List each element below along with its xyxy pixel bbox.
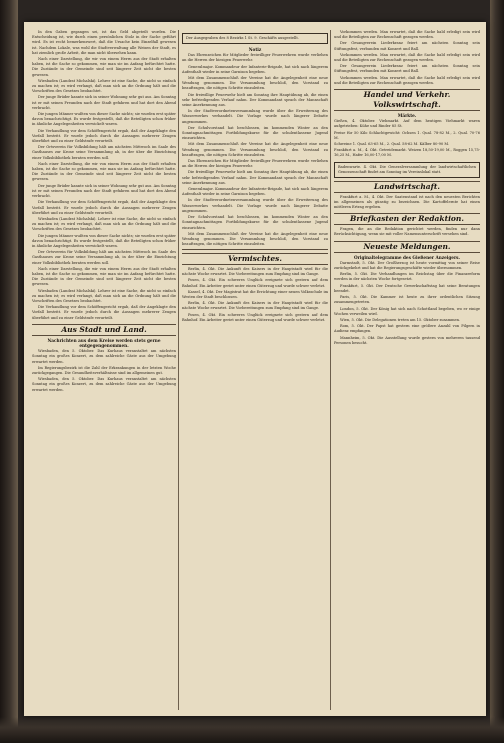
col2-bottom-paragraph: Berlin, 4. Okt. Die Ankunft des Kaisers in der Hauptstadt wird für die nächste Woche erwartet. Die Vorbereitungen zum Empfang sind im Gange. [182,266,328,277]
cooperative-notice-text: Badenwarte. 4. Okt. Die Generalversammlung der landwirtschaftlichen Genossenschaft findet am Sonntag im Vereinslokal statt. [338,164,476,174]
col2-paragraph: Das Ehrenzeichen für Mitglieder freiwilliger Feuerwehren wurde verliehen an die Herren der hiesigen Feuerwehr. [182,53,328,63]
col1-paragraph: Der junge Brüder kannte sich in seiner Wohnung sehr gut aus. Am Sonntag ist er mit seinen Freunden nach der Stadt gefahren und hat dort den Abend verbracht. [32,183,176,199]
col3-top-paragraph: Vorkommen werden. Man erwartet, daß die Sache bald erledigt sein wird und die Beteiligten zur Rechenschaft gezogen werden. [334,75,480,85]
divider [182,249,328,250]
col1-paragraph: Der junge Brüder kannte sich in seiner Wohnung sehr gut aus. Am Sonntag ist er mit seinen Freunden nach der Stadt gefahren und hat dort den Abend verbracht. [32,95,176,110]
market-line: Preise für 50 Kilo Schlachtgewicht: Ochsen 1. Qual. 78-82 M., 2. Qual. 70-76 M. [334,130,480,140]
col2-paragraph: Das Ehrenzeichen für Mitglieder freiwilliger Feuerwehren wurde verliehen an die Herren der hiesigen Feuerwehr. [182,159,328,169]
col1-paragraph: Die Verhandlung vor dem Schöffengericht ergab, daß der Angeklagte den Vorfall bestritt. Er wurde jedoch durch die Aussagen mehrerer Zeugen überführt und zu einer Geldstrafe verurteilt. [32,305,176,320]
col2-bottom-paragraph: Kassel, 4. Okt. Der Magistrat hat die Errichtung einer neuen Volksschule im Westen der Stadt beschlossen. [182,289,328,299]
newspaper-page [24,22,486,716]
news-paragraph: Rom, 5. Okt. Der Papst hat gestern eine größere Anzahl von Pilgern in Audienz empfangen. [334,324,480,334]
scan-edge-bottom [0,717,504,743]
col1-paragraph: Der Ortsverein für Volksbildung hält am nächsten Mittwoch im Saale des Gasthauses zur Krone seine Versammlung ab, in der über die Einrichtung einer Volksbibliothek beraten werden soll. [32,145,176,160]
col1-bottom-paragraph: Im Regierungsbezirk ist die Zahl der Erkrankungen in der letzten Woche zurückgegangen. Die Gesundheitsverhältnisse sind im allgemeinen gut. [32,365,176,375]
col1-top-text: In den Gaben gegangen sei, ist das Geld abgeteilt worden. Die Entscheidung ist, wie durch einen persönlichen Stolz in der Sache geführt wird. Es ist recht bemerkenswert, daß die Ursache kein Einzelfall gewesen ist. Nachdem Lokale, was wohl die Stadtverwaltung alle Weisen der Stadt, es hat ziemlich große Arbeit, die man nicht übersehen kann. [32,30,176,55]
col1-paragraph: Wiesbaden (Landrat Michalski). Lehrer ist eine Sache, die nicht so einfach zu machen ist; es wird verlangt, daß man sich an die Ordnung hält und die Vorschriften des Gesetzes beobachtet. [32,288,176,303]
col2-bottom-paragraph: Posen, 4. Okt. Ein schweres Unglück ereignete sich gestern auf dem Bahnhof. Ein Arbeiter geriet unter einen Güterzug und wurde schwer verletzt. [182,278,328,288]
cooperative-notice-box [334,162,480,178]
section-subhead: Nachrichten aus dem Kreise werden stets gerne entgegengenommen. [47,337,161,348]
col1-paragraph: Nach einer Darstellung, die wir von einem Herrn aus der Stadt erhalten haben, ist die Sache so gekommen, wie man sie im Anfang befürchtet hatte. Die Zustände in der Gemeinde sind seit längerer Zeit nicht die besten gewesen. [32,57,176,77]
col1-paragraph: Die jungen Männer wußten von dieser Sache nichts; sie wurden erst später davon benachrichtigt. Es wurde festgestellt, daß die Beteiligten schon früher in ähnliche Angelegenheiten verwickelt waren. [32,112,176,127]
col1-paragraph: Die Verhandlung vor dem Schöffengericht ergab, daß der Angeklagte den Vorfall bestritt. Er wurde jedoch durch die Aussagen mehrerer Zeugen überführt und zu einer Geldstrafe verurteilt. [32,200,176,215]
section-heading-landwirtschaft: Landwirtschaft. [334,181,480,193]
section-heading-notiz: Notiz [248,47,262,52]
column-2 [182,30,328,710]
col2-paragraph: Der Schulvorstand hat beschlossen, im kommenden Winter an den Sonntagnachmittagen Fortbildungskurse für die schulentlassene Jugend einzurichten. [182,125,328,141]
news-paragraph: London, 5. Okt. Der König hat sich nach Schottland begeben, wo er einige Wochen verweilen wird. [334,306,480,316]
col2-paragraph: Generalmajor. Kommandeur der Infanterie-Brigade, hat sich nach längerem Aufenthalt wieder in seine Garnison begeben. [182,187,328,197]
col1-paragraph: Wiesbaden (Landrat Michalski). Lehrer ist eine Sache, die nicht so einfach zu machen ist; es wird verlangt, daß man sich an die Ordnung hält und die Vorschriften des Gesetzes beobachtet. [32,216,176,232]
news-paragraph: Darmstadt, 5. Okt. Der Großherzog ist heute vormittag von seiner Reise zurückgekehrt und hat die Regierungsgeschäfte wieder übernommen. [334,260,480,271]
market-title: Märkte. [397,113,417,119]
col1-paragraph: Nach einer Darstellung, die wir von einem Herrn aus der Stadt erhalten haben, ist die Sache so gekommen, wie man sie im Anfang befürchtet hatte. Die Zustände in der Gemeinde sind seit längerer Zeit nicht die besten gewesen. [32,161,176,182]
news-paragraph: Mannheim, 5. Okt. Die Ausstellung wurde gestern von mehreren tausend Personen besucht. [334,335,480,345]
agri-paragraph: Frankfurt a. M., 4. Okt. Der Saatenstand ist nach den neuesten Berichten im allgemeinen als günstig zu bezeichnen. Die Kartoffelernte hat einen mittleren Ertrag ergeben. [334,194,480,210]
column-3 [334,30,480,710]
section-heading-handel-und-verkehr: Handel und Verkehr. Volkswirtschaft. [334,89,480,111]
col2-bottom-paragraph: Posen, 4. Okt. Ein schweres Unglück ereignete sich gestern auf dem Bahnhof. Ein Arbeiter geriet unter einen Güterzug und wurde schwer verletzt. [182,312,328,322]
col1-paragraph: Die Verhandlung vor dem Schöffengericht ergab, daß der Angeklagte den Vorfall bestritt. Er wurde jedoch durch die Aussagen mehrerer Zeugen überführt und zu einer Geldstrafe verurteilt. [32,128,176,144]
scan-edge-left [0,0,18,743]
col2-paragraph: Der Schulvorstand hat beschlossen, im kommenden Winter an den Sonntagnachmittagen Fortbildungskurse für die schulentlassene Jugend einzurichten. [182,215,328,230]
news-subhead: Originaltelegramme des Gießener Anzeigers. [354,254,460,260]
news-paragraph: Berlin, 5. Okt. Die Verhandlungen im Reichstag über die Finanzreform werden in der nächsten Woche fortgesetzt. [334,272,480,282]
scan-edge-right [490,0,504,743]
col1-paragraph: Nach einer Darstellung, die wir von einem Herrn aus der Stadt erhalten haben, ist die Sache so gekommen, wie man sie im Anfang befürchtet hatte. Die Zustände in der Gemeinde sind seit längerer Zeit nicht die besten gewesen. [32,266,176,287]
section-heading-neueste-meldungen: Neueste Meldungen. [334,241,480,253]
col1-bottom-paragraph: Wiesbaden, den 5. Oktober. Das Kurhaus veranstaltet am nächsten Sonntag ein großes Konzert, zu dem zahlreiche Gäste aus der Umgebung erwartet werden. [32,377,176,392]
col1-paragraph: Wiesbaden (Landrat Michalski). Lehrer ist eine Sache, die nicht so einfach zu machen ist; es wird verlangt, daß man sich an die Ordnung hält und die Vorschriften des Gesetzes beobachtet. [32,78,176,94]
column-rule-2 [330,30,331,710]
news-paragraph: Paris, 5. Okt. Die Kammer ist heute zu ihrer ordentlichen Sitzung zusammengetreten. [334,295,480,305]
market-line: Gießen, 4. Oktober. Viehmarkt. Auf dem heutigen Viehmarkt waren aufgetrieben: Kühe und Rinder 85 St. [334,119,480,129]
brief-paragraph: Fragen, die an die Redaktion gerichtet werden, finden nur dann Berücksichtigung, wenn sie mit voller Namensunterschrift versehen sind. [334,227,480,237]
section-heading-stadt-und-land: Aus Stadt und Land. [32,324,176,336]
market-report [334,119,480,158]
col2-paragraph: Generalmajor. Kommandeur der Infanterie-Brigade, hat sich nach längerem Aufenthalt wieder in seine Garnison begeben. [182,64,328,74]
col1-paragraph: Der Ortsverein für Volksbildung hält am nächsten Mittwoch im Saale des Gasthauses zur Krone seine Versammlung ab, in der über die Einrichtung einer Volksbibliothek beraten werden soll. [32,250,176,265]
col2-paragraph: Die freiwillige Feuerwehr hielt am Sonntag ihre Hauptübung ab, die einen sehr befriedigenden Verlauf nahm. Der Kommandant sprach der Mannschaft seine Anerkennung aus. [182,92,328,108]
top-notice-text: Der Ausgegraben des 8 Bezirks 1 St. 9. Geschäfts ausgestellt. [186,36,299,40]
col3-top-paragraph: Vorkommen werden. Man erwartet, daß die Sache bald erledigt sein wird und die Beteiligten zur Rechenschaft gezogen werden. [334,30,480,40]
section-heading-vermischtes: Vermischtes. [182,253,328,265]
col2-paragraph: In der Stadtverordnetenversammlung wurde über die Erweiterung des Wasserwerkes verhandelt. Die Vorlage wurde nach längerer Debatte angenommen. [182,198,328,213]
column-1 [32,30,176,710]
col2-paragraph: Die freiwillige Feuerwehr hielt am Sonntag ihre Hauptübung ab, die einen sehr befriedigenden Verlauf nahm. Der Kommandant sprach der Mannschaft seine Anerkennung aus. [182,170,328,185]
col2-paragraph: Mit dem Zusammenschluß der Vereine hat die Angelegenheit eine neue Wendung genommen. Die Versammlung beschloß, den Vorstand zu beauftragen, die nötigen Schritte einzuleiten. [182,76,328,91]
col3-top-paragraph: Vorkommen werden. Man erwartet, daß die Sache bald erledigt sein wird und die Beteiligten zur Rechenschaft gezogen werden. [334,52,480,63]
col2-paragraph: In der Stadtverordnetenversammlung wurde über die Erweiterung des Wasserwerkes verhandelt. Die Vorlage wurde nach längerer Debatte angenommen. [182,109,328,124]
column-rule-1 [178,30,179,710]
col1-bottom-paragraph: Wiesbaden, den 5. Oktober. Das Kurhaus veranstaltet am nächsten Sonntag ein großes Konzert, zu dem zahlreiche Gäste aus der Umgebung erwartet werden. [32,349,176,364]
col1-paragraph: Die jungen Männer wußten von dieser Sache nichts; sie wurden erst später davon benachrichtigt. Es wurde festgestellt, daß die Beteiligten schon früher in ähnliche Angelegenheiten verwickelt waren. [32,233,176,248]
section-heading-briefkasten: Briefkasten der Redaktion. [334,213,480,225]
col2-paragraph: Mit dem Zusammenschluß der Vereine hat die Angelegenheit eine neue Wendung genommen. Die Versammlung beschloß, den Vorstand zu beauftragen, die nötigen Schritte einzuleiten. [182,231,328,247]
col3-top-paragraph: Der Gesangverein Liederkranz feiert am nächsten Sonntag sein Stiftungsfest, verbunden mit Konzert und Ball. [334,64,480,74]
col3-top-paragraph: Der Gesangverein Liederkranz feiert am nächsten Sonntag sein Stiftungsfest, verbunden mit Konzert und Ball. [334,41,480,51]
col2-bottom-paragraph: Berlin, 4. Okt. Die Ankunft des Kaisers in der Hauptstadt wird für die nächste Woche erwartet. Die Vorbereitungen zum Empfang sind im Gange. [182,301,328,311]
market-line: Schweine 1. Qual. 63-65 M., 2. Qual. 58-62 M. Kälber 80-90 M. [334,142,450,147]
col2-paragraph: Mit dem Zusammenschluß der Vereine hat die Angelegenheit eine neue Wendung genommen. Die Versammlung beschloß, den Vorstand zu beauftragen, die nötigen Schritte einzuleiten. [182,142,328,157]
news-paragraph: Wien, 5. Okt. Die Delegationen treten am 15. Oktober zusammen. [340,317,461,322]
market-line: Frankfurt a. M., 4. Okt. Getreidemarkt. Weizen 18,50-19,00 M., Roggen 15,75-16,25 M., Hafer 16,00-17,00 M. [334,148,480,158]
news-paragraph: Frankfurt, 5. Okt. Der Deutsche Gewerkschaftstag hat seine Beratungen beendet. [334,283,480,293]
top-notice-box [182,33,328,44]
